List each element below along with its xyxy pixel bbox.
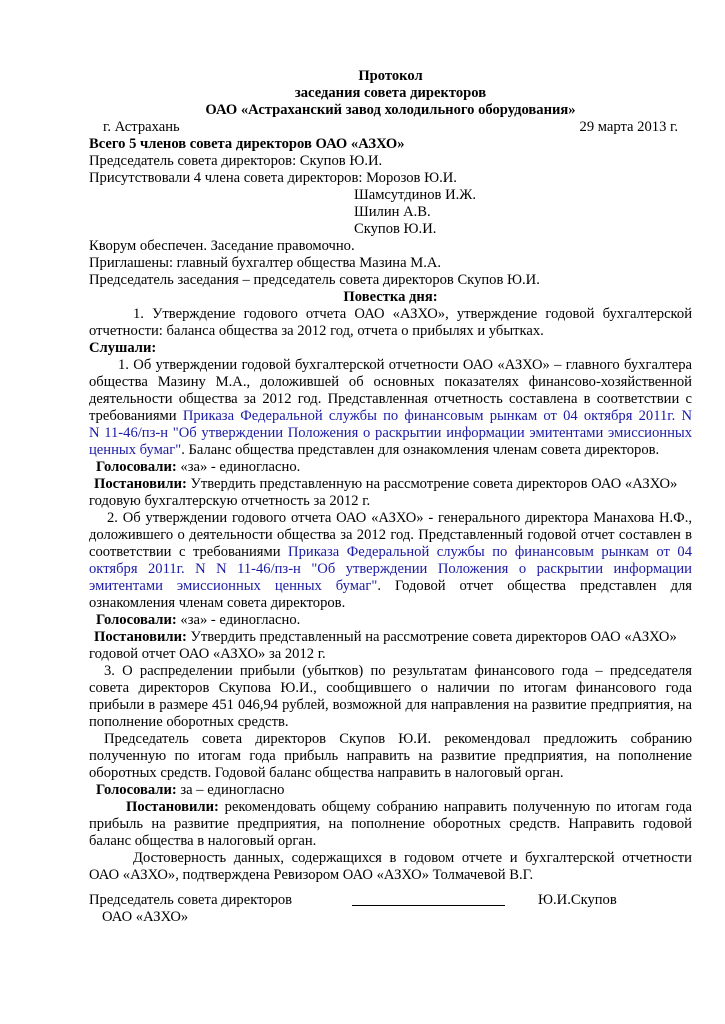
member-name: Шилин А.В.: [354, 204, 431, 220]
paragraph-line: совета директоров Скупова Ю.И., сообщившего о наличии по итогам финансового года: [89, 680, 692, 696]
decision-text: рекомендовать общему собранию направить полученную по итогам года: [218, 799, 692, 815]
text-span: . Баланс общества представлен для ознакомления членам совета директоров.: [181, 442, 660, 458]
order-reference-link[interactable]: октября 2011г. N N 11-46/пз-н "Об утверждении Положения о раскрытии информации: [89, 561, 692, 577]
chairman: Председатель совета директоров: Скупов Ю.И.: [89, 153, 383, 169]
quorum: Кворум обеспечен. Заседание правомочно.: [89, 238, 355, 254]
decision-label: Постановили:: [126, 799, 219, 815]
order-reference-link[interactable]: Приказа Федеральной службы по финансовым рынкам от 04 октября 2011г. N: [182, 408, 692, 424]
decision-text: Утвердить представленный на рассмотрение совета директоров ОАО «АЗХО»: [186, 629, 677, 645]
paragraph-line: прибыли в размере 451 046,94 рублей, возможной для направления на развитие предприятия, на: [89, 697, 692, 713]
decision-1-cont: годовую бухгалтерскую отчетность за 2012 г.: [89, 493, 371, 509]
city: г. Астрахань: [103, 119, 180, 135]
paragraph-line: Достоверность данных, содержащихся в годовом отчете и бухгалтерской отчетности: [133, 850, 692, 866]
agenda-heading: Повестка дня:: [343, 289, 438, 305]
paragraph-line: оборотных средств. Годовой баланс общества направить в налоговый орган.: [89, 765, 564, 781]
meeting-date: 29 марта 2013 г.: [579, 119, 678, 135]
order-reference-link[interactable]: эмитентами эмиссионных ценных бумаг": [89, 578, 378, 594]
vote-text: «за» - единогласно.: [176, 459, 301, 475]
members-total: Всего 5 членов совета директоров ОАО «АЗХО»: [89, 136, 405, 152]
present-members: Присутствовали 4 члена совета директоров: Морозов Ю.И.: [89, 170, 457, 186]
meeting-chair: Председатель заседания – председатель совета директоров Скупов Ю.И.: [89, 272, 540, 288]
agenda-item-1: 1. Утверждение годового отчета ОАО «АЗХО», утверждение годовой бухгалтерской: [133, 306, 692, 322]
paragraph-line: полученную по итогам года прибыль направить на развитие предприятия, на пополнение: [89, 748, 692, 764]
vote-2: [96, 612, 699, 629]
paragraph-line: 2. Об утверждении годового отчета ОАО «АЗХО» - генерального директора Манахова Н.Ф.,: [107, 510, 692, 526]
text-span: соответствии с требованиями: [89, 544, 289, 560]
decision-label: Постановили:: [94, 476, 187, 492]
signature-name: Ю.И.Скупов: [538, 892, 617, 908]
paragraph-line: [89, 578, 692, 595]
text-span: . Годовой отчет общества представлен для: [377, 578, 692, 594]
document-subtitle: заседания совета директоров: [294, 85, 487, 101]
vote-label: Голосовали:: [96, 782, 177, 798]
text-span: требованиями: [89, 408, 183, 424]
paragraph-line: [89, 544, 692, 561]
paragraph-line: Председатель совета директоров Скупов Ю.И. рекомендовал предложить собранию: [104, 731, 692, 747]
member-name: Шамсутдинов И.Ж.: [354, 187, 476, 203]
paragraph-line: пополнение оборотных средств.: [89, 714, 289, 730]
order-reference-link[interactable]: N 11-46/пз-н "Об утверждении Положения о раскрытии информации эмитентами эмиссионных: [89, 425, 692, 441]
heard-label: Слушали:: [89, 340, 157, 356]
paragraph-line: общества Мазину М.А., доложившей об основных показателях финансово-хозяйственной: [89, 374, 692, 390]
vote-text: «за» - единогласно.: [176, 612, 301, 628]
agenda-item-1-cont: отчетности: баланса общества за 2012 год, отчета о прибылях и убытках.: [89, 323, 544, 339]
signature-position: Председатель совета директоров: [89, 892, 293, 908]
paragraph-line: 3. О распределении прибыли (убытков) по результатам финансового года – председателя: [104, 663, 692, 679]
paragraph-line: ОАО «АЗХО», подтверждена Ревизором ОАО «АЗХО» Толмачевой В.Г.: [89, 867, 534, 883]
vote-label: Голосовали:: [96, 459, 177, 475]
decision-1: [94, 476, 692, 493]
signature-line: [352, 905, 505, 906]
vote-text: за – единогласно: [176, 782, 285, 798]
paragraph-line: деятельности общества за 2012 год. Представленная отчетность составлена в соответствии с: [89, 391, 692, 407]
paragraph-line: [89, 442, 692, 459]
decision-label: Постановили:: [94, 629, 187, 645]
company-name: ОАО «Астраханский завод холодильного оборудования»: [205, 102, 576, 118]
paragraph-line: доложившего о деятельности общества за 2012 год. Представленный годовой отчет составлен в: [89, 527, 692, 543]
invited: Приглашены: главный бухгалтер общества Мазина М.А.: [89, 255, 442, 271]
vote-3: [96, 782, 699, 799]
paragraph-line: [89, 408, 692, 425]
document-title: Протокол: [358, 68, 423, 84]
decision-2-cont: годовой отчет ОАО «АЗХО» за 2012 г.: [89, 646, 326, 662]
member-name: Скупов Ю.И.: [354, 221, 437, 237]
order-reference-link[interactable]: ценных бумаг": [89, 442, 182, 458]
paragraph-line: 1. Об утверждении годовой бухгалтерской отчетности ОАО «АЗХО» – главного бухгалтера: [118, 357, 692, 373]
vote-label: Голосовали:: [96, 612, 177, 628]
decision-3-cont: баланс общества в налоговый орган.: [89, 833, 317, 849]
decision-text: Утвердить представленную на рассмотрение совета директоров ОАО «АЗХО»: [186, 476, 678, 492]
vote-1: [96, 459, 699, 476]
paragraph-line: ознакомления членам совета директоров.: [89, 595, 346, 611]
signature-org: ОАО «АЗХО»: [102, 909, 189, 925]
order-reference-link[interactable]: Приказа Федеральной службы по финансовым рынкам от 04: [288, 544, 692, 560]
decision-2: [94, 629, 692, 646]
decision-3-cont: прибыль на развитие предприятия, на пополнение оборотных средств. Направить годовой: [89, 816, 692, 832]
decision-3: [126, 799, 692, 816]
